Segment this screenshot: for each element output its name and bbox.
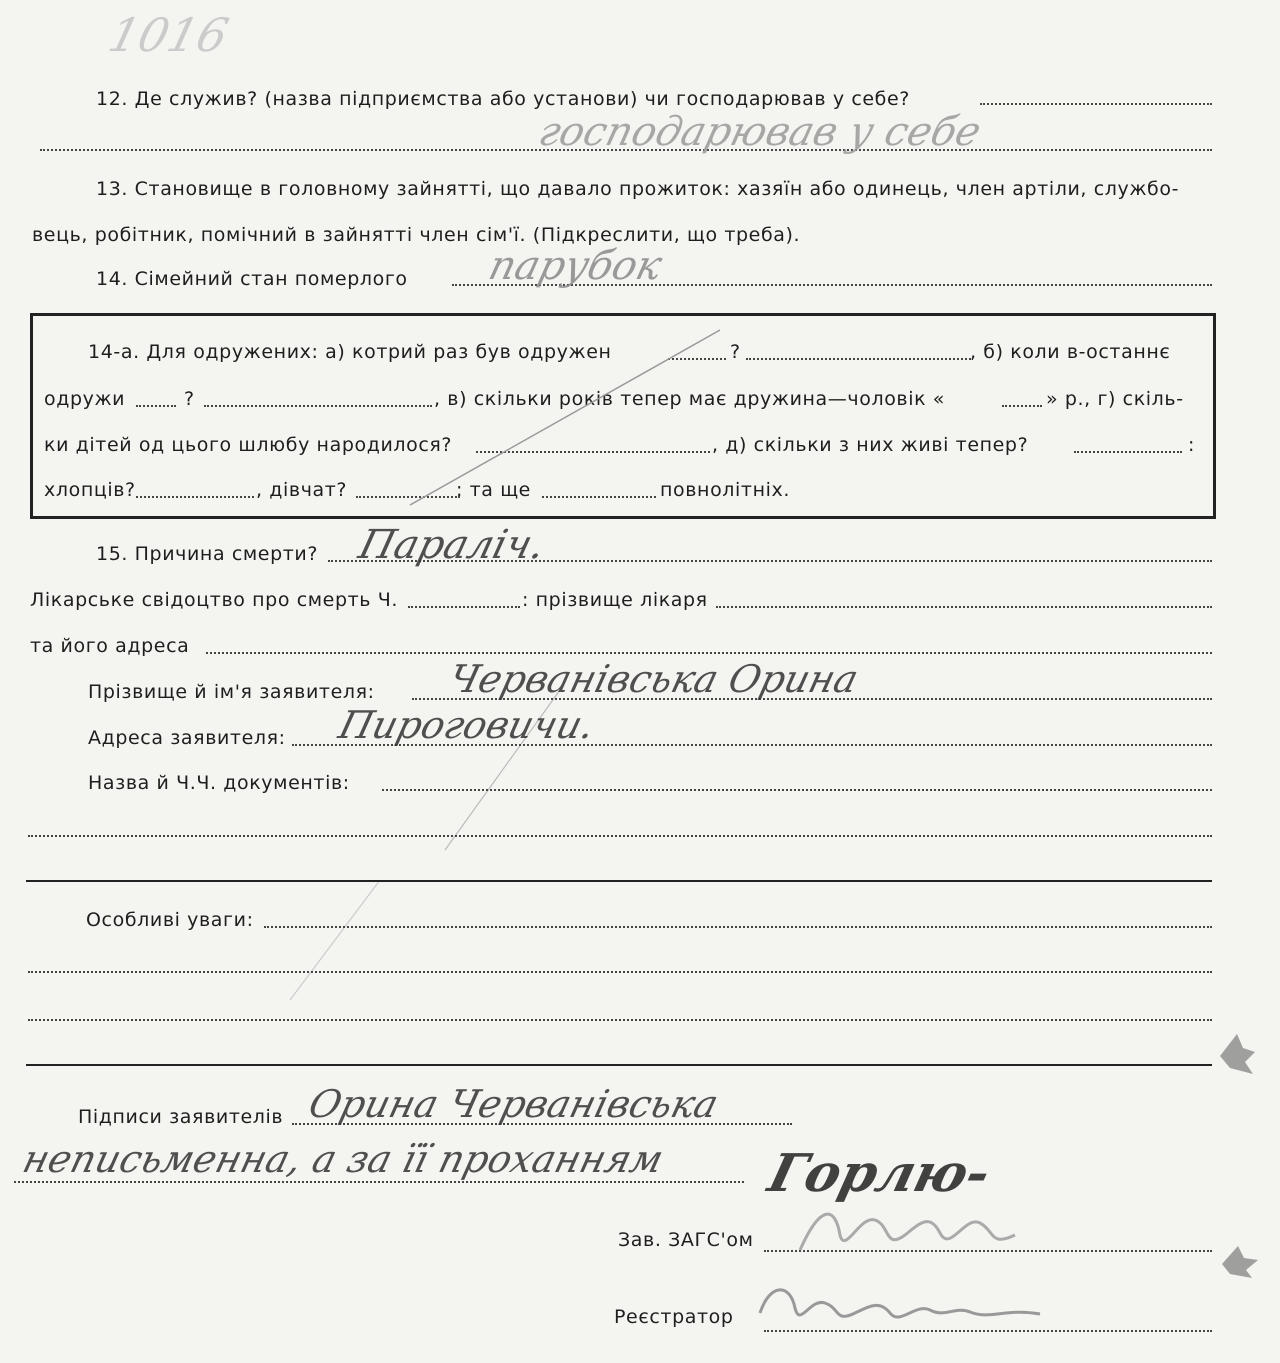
notes-line-2	[28, 971, 1212, 973]
documents-label: Назва й Ч.Ч. документів:	[88, 772, 350, 794]
zags-signature-scribble	[790, 1195, 1050, 1265]
archive-mark: 1016	[103, 8, 234, 62]
signatures-label: Підписи заявителів	[78, 1106, 284, 1128]
applicant-name-label: Прізвище й ім'я заявителя:	[88, 681, 375, 703]
applicant-address-value: Пироговичи.	[334, 703, 600, 747]
q14a-line4-c: : та ще	[456, 479, 531, 501]
q14a-line3-a: ки дітей од цього шлюбу народилося?	[44, 434, 453, 456]
registrar-signature-scribble	[750, 1268, 1070, 1338]
q14a-line4-a: хлопців?	[44, 479, 136, 501]
applicant-name-value: Черванівська Орина	[444, 657, 863, 701]
q13-line2: вець, робітник, помічний в зайнятті член сім'ї. (Підкреслити, що треба).	[32, 224, 801, 246]
notes-line-3	[28, 1019, 1212, 1021]
doctor-surname-line	[716, 606, 1212, 608]
q14a-line2-d: » р., г) скіль-	[1046, 388, 1184, 410]
q12-answer: господарював у себе	[534, 109, 986, 155]
notes-line-1	[264, 926, 1212, 928]
q14a-line1-a: 14-а. Для одружених: а) котрий раз був одружен	[88, 341, 612, 363]
documents-line-2	[28, 835, 1212, 837]
q12-label: 12. Де служив? (назва підприємства або установи) чи господарював у себе?	[96, 88, 910, 110]
section-divider-1	[26, 880, 1212, 882]
doctor-address-label: та його адреса	[30, 635, 190, 657]
q14a-line4-b: , дівчат?	[256, 479, 348, 501]
q14a-line1-b: ?	[730, 341, 741, 363]
notes-label: Особливі уваги:	[86, 909, 254, 931]
q14a-line2-a: одружи	[44, 388, 126, 410]
q14a-line4-d: повнолітніх.	[660, 479, 790, 501]
signature-proxy: Горлю-	[762, 1143, 997, 1204]
signature-proxy-note: неписьменна, а за її проханням	[18, 1137, 668, 1181]
med-cert-number-line	[408, 606, 520, 608]
q15-label: 15. Причина смерти?	[96, 543, 319, 565]
section-divider-2	[26, 1064, 1212, 1066]
signature-applicant: Орина Черванівська	[304, 1082, 723, 1126]
binding-hole-mark-2	[1218, 1240, 1263, 1280]
signatures-line-2	[14, 1181, 744, 1183]
binding-hole-mark	[1215, 1028, 1260, 1078]
q14-answer: парубок	[484, 243, 667, 289]
q13-line1: 13. Становище в головному зайнятті, що давало прожиток: хазяїн або одинець, член артіли, службо-	[96, 178, 1180, 200]
registrar-label: Реєстратор	[614, 1306, 734, 1328]
documents-line-1	[382, 789, 1212, 791]
doctor-surname-label: : прізвище лікаря	[522, 589, 708, 611]
med-cert-label: Лікарське свідоцтво про смерть Ч.	[30, 589, 398, 611]
q14a-line3-b: , д) скільки з них живі тепер?	[712, 434, 1029, 456]
q14-label: 14. Сімейний стан померлого	[96, 268, 408, 290]
q14a-line2-c: , в) скільки років тепер має дружина—чоловік «	[434, 388, 946, 410]
q14a-line2-b: ?	[184, 388, 195, 410]
applicant-address-label: Адреса заявителя:	[88, 727, 286, 749]
q14a-line3-c: :	[1188, 434, 1196, 456]
q15-answer: Параліч.	[354, 522, 550, 568]
zags-label: Зав. ЗАГС'ом	[618, 1229, 754, 1251]
q14a-line1-c: , б) коли в-останнє	[970, 341, 1171, 363]
doctor-address-line	[206, 652, 1212, 654]
